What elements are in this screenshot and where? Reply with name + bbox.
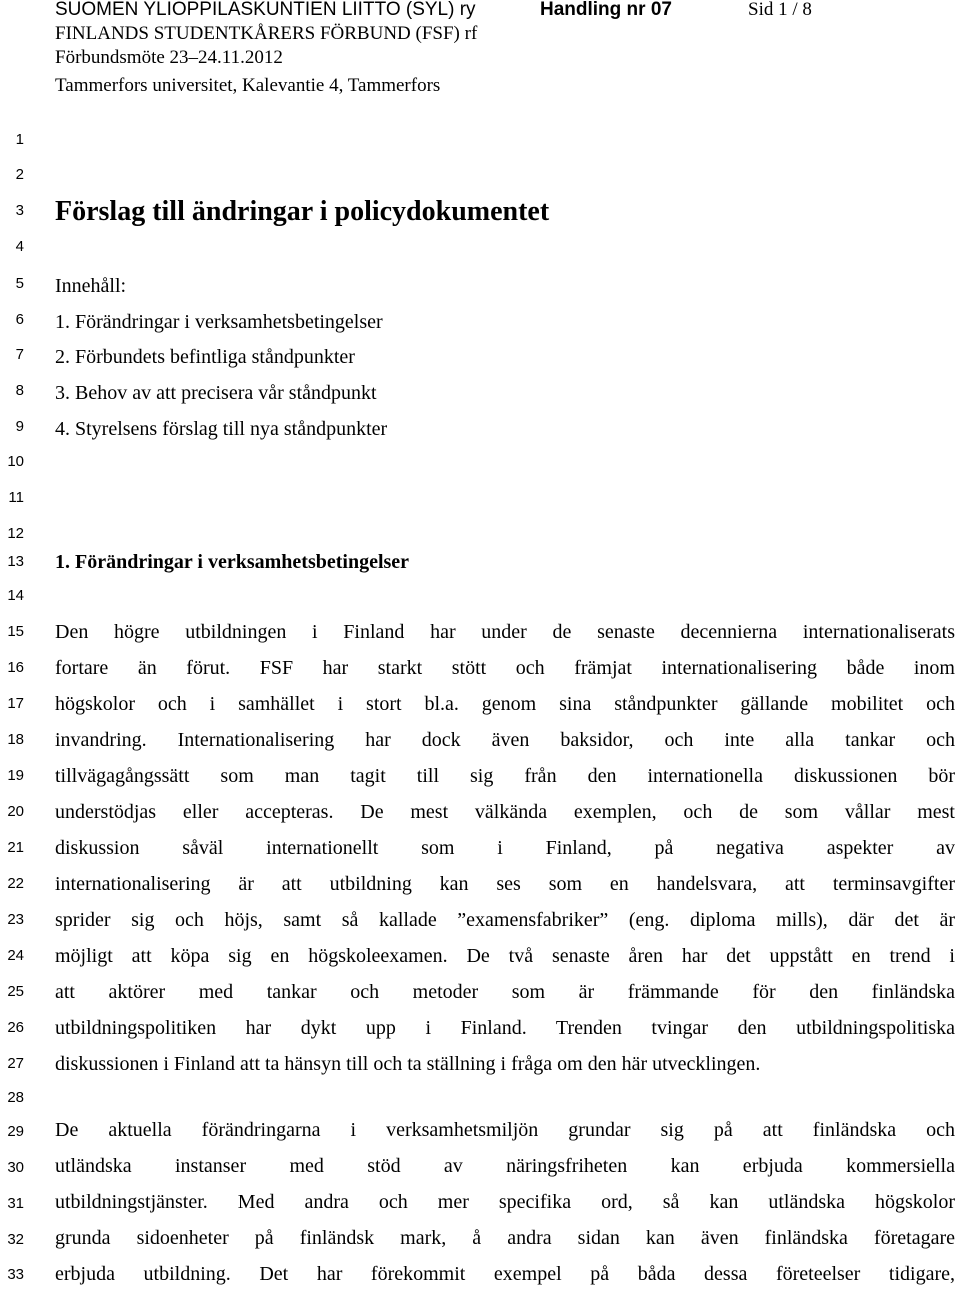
paragraph-line: högskolor och i samhället i stort bl.a. genom sina ståndpunkter gällande mobilitet och [55, 693, 955, 715]
paragraph-line: erbjuda utbildning. Det har förekommit exempel på båda dessa företeelser tidigare, [55, 1263, 955, 1285]
document-title: Förslag till ändringar i policydokumentet [55, 196, 550, 227]
line-number: 3 [15, 202, 24, 219]
line-number: 22 [7, 875, 24, 892]
line-number: 30 [7, 1159, 24, 1176]
contents-item: 1. Förändringar i verksamhetsbetingelser [55, 311, 383, 333]
paragraph-line: invandring. Internationalisering har dock även baksidor, och inte alla tankar och [55, 729, 955, 751]
header-organization-fi: SUOMEN YLIOPPILASKUNTIEN LIITTO (SYL) ry [55, 0, 476, 20]
paragraph-line: Den högre utbildningen i Finland har under de senaste decennierna internationaliserats [55, 621, 955, 643]
header-location: Tammerfors universitet, Kalevantie 4, Tammerfors [55, 75, 441, 96]
line-number: 33 [7, 1266, 24, 1283]
line-number: 20 [7, 803, 24, 820]
header-page-number: Sid 1 / 8 [748, 0, 812, 20]
line-number: 2 [15, 166, 24, 183]
header-meeting: Förbundsmöte 23–24.11.2012 [55, 47, 283, 68]
line-number: 16 [7, 659, 24, 676]
paragraph-line: att aktörer med tankar och metoder som är främmande för den finländska [55, 981, 955, 1003]
paragraph-line: utbildningstjänster. Med andra och mer specifika ord, så kan utländska högskolor [55, 1191, 955, 1213]
contents-item: 3. Behov av att precisera vår ståndpunkt [55, 382, 377, 404]
paragraph-line: De aktuella förändringarna i verksamhetsmiljön grundar sig på att finländska och [55, 1119, 955, 1141]
line-number: 25 [7, 983, 24, 1000]
section-heading: 1. Förändringar i verksamhetsbetingelser [55, 551, 410, 573]
paragraph-line: möjligt att köpa sig en högskoleexamen. De två senaste åren har det uppstått en trend i [55, 945, 955, 967]
line-number: 11 [8, 489, 24, 506]
paragraph-line: understödjas eller accepteras. De mest välkända exemplen, och de som vållar mest [55, 801, 955, 823]
line-number: 32 [7, 1231, 24, 1248]
line-number: 6 [15, 311, 24, 328]
header-organization-sv: FINLANDS STUDENTKÅRERS FÖRBUND (FSF) rf [55, 23, 478, 44]
paragraph-line: diskussionen i Finland att ta hänsyn till och ta ställning i fråga om den här utvecklingen. [55, 1053, 761, 1075]
line-number: 10 [7, 453, 24, 470]
line-number: 18 [7, 731, 24, 748]
line-number: 21 [7, 839, 24, 856]
paragraph-line: utländska instanser med stöd av näringsfriheten kan erbjuda kommersiella [55, 1155, 955, 1177]
line-number: 4 [15, 238, 24, 255]
line-number: 29 [7, 1123, 24, 1140]
line-number: 28 [7, 1089, 24, 1106]
line-number: 5 [15, 275, 24, 292]
paragraph-line: tillvägagångssätt som man tagit till sig från den internationella diskussionen bör [55, 765, 955, 787]
body-paragraph [55, 614, 955, 1082]
line-number: 14 [7, 587, 24, 604]
line-number: 1 [15, 131, 24, 148]
line-number: 7 [15, 346, 24, 363]
paragraph-line: sprider sig och höjs, samt så kallade ”examensfabriker” (eng. diploma mills), där det är [55, 909, 955, 931]
line-number: 19 [7, 767, 24, 784]
line-number: 12 [7, 525, 24, 542]
line-number: 13 [7, 553, 24, 570]
contents-heading: Innehåll: [55, 275, 127, 297]
line-number: 15 [7, 623, 24, 640]
line-number: 24 [7, 947, 24, 964]
line-number: 26 [7, 1019, 24, 1036]
line-number: 27 [7, 1055, 24, 1072]
paragraph-line: utbildningspolitiken har dykt upp i Finland. Trenden tvingar den utbildningspolitiska [55, 1017, 955, 1039]
contents-item: 4. Styrelsens förslag till nya ståndpunkter [55, 418, 388, 440]
body-paragraph [55, 1112, 955, 1292]
paragraph-line: diskussion såväl internationellt som i Finland, på negativa aspekter av [55, 837, 955, 859]
paragraph-line: internationalisering är att utbildning kan ses som en handelsvara, att terminsavgifter [55, 873, 955, 895]
line-number: 8 [15, 382, 24, 399]
line-number: 23 [7, 911, 24, 928]
paragraph-line: grunda sidoenheter på finländsk mark, å andra sidan kan även finländska företagare [55, 1227, 955, 1249]
line-number: 17 [7, 695, 24, 712]
line-number: 9 [15, 418, 24, 435]
line-number: 31 [7, 1195, 24, 1212]
contents-item: 2. Förbundets befintliga ståndpunkter [55, 346, 355, 368]
paragraph-line: fortare än förut. FSF har starkt stött och främjat internationalisering både inom [55, 657, 955, 679]
header-document-number: Handling nr 07 [540, 0, 672, 20]
